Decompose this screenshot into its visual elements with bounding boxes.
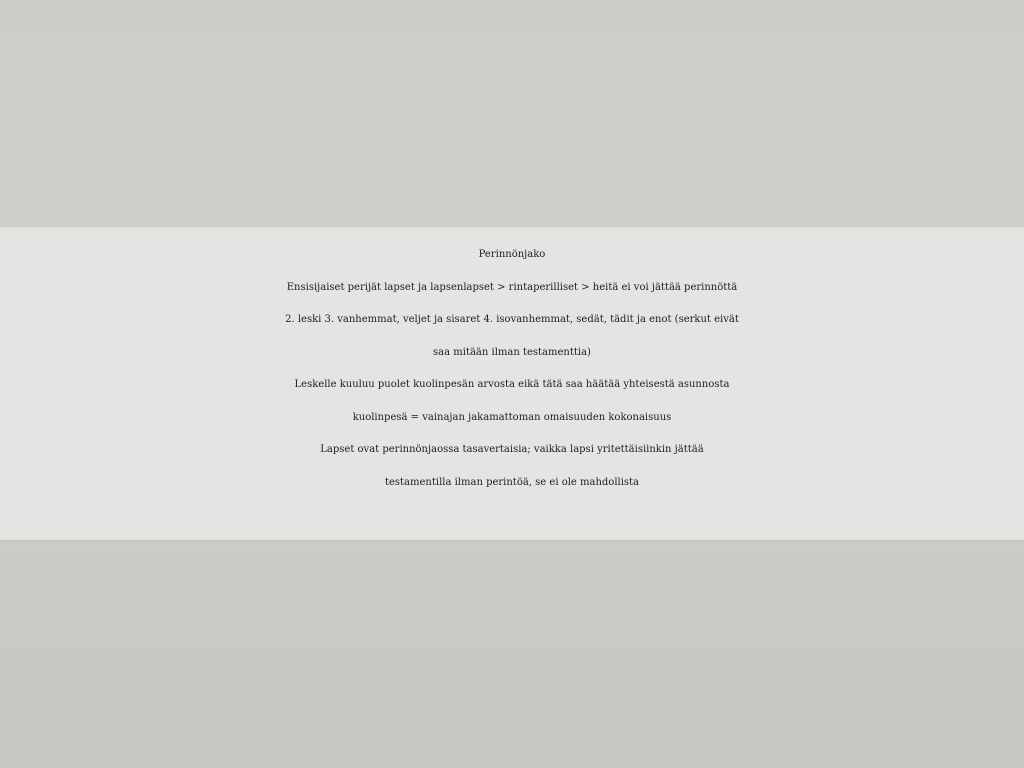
text-line: Leskelle kuuluu puolet kuolinpesän arvosta eikä tätä saa häätää yhteisestä asunnosta	[294, 379, 730, 390]
slide-text-block	[0, 239, 1024, 499]
text-line: saa mitään ilman testamenttia)	[433, 346, 591, 358]
text-line: kuolinpesä = vainajan jakamattoman omaisuuden kokonaisuus	[352, 411, 672, 423]
slide-title: Perinnönjako	[478, 249, 546, 260]
text-line: Ensisijaiset perijät lapset ja lapsenlapset > rintaperilliset > heitä ei voi jättää perinnöttä	[286, 281, 738, 293]
text-line: testamentilla ilman perintöä, se ei ole mahdollista	[384, 476, 640, 488]
text-line: 2. leski 3. vanhemmat, veljet ja sisaret 4. isovanhemmat, sedät, tädit ja enot (serkut eivät	[285, 314, 739, 325]
text-line: Lapset ovat perinnönjaossa tasavertaisia; vaikka lapsi yritettäisiinkin jättää	[320, 444, 704, 455]
